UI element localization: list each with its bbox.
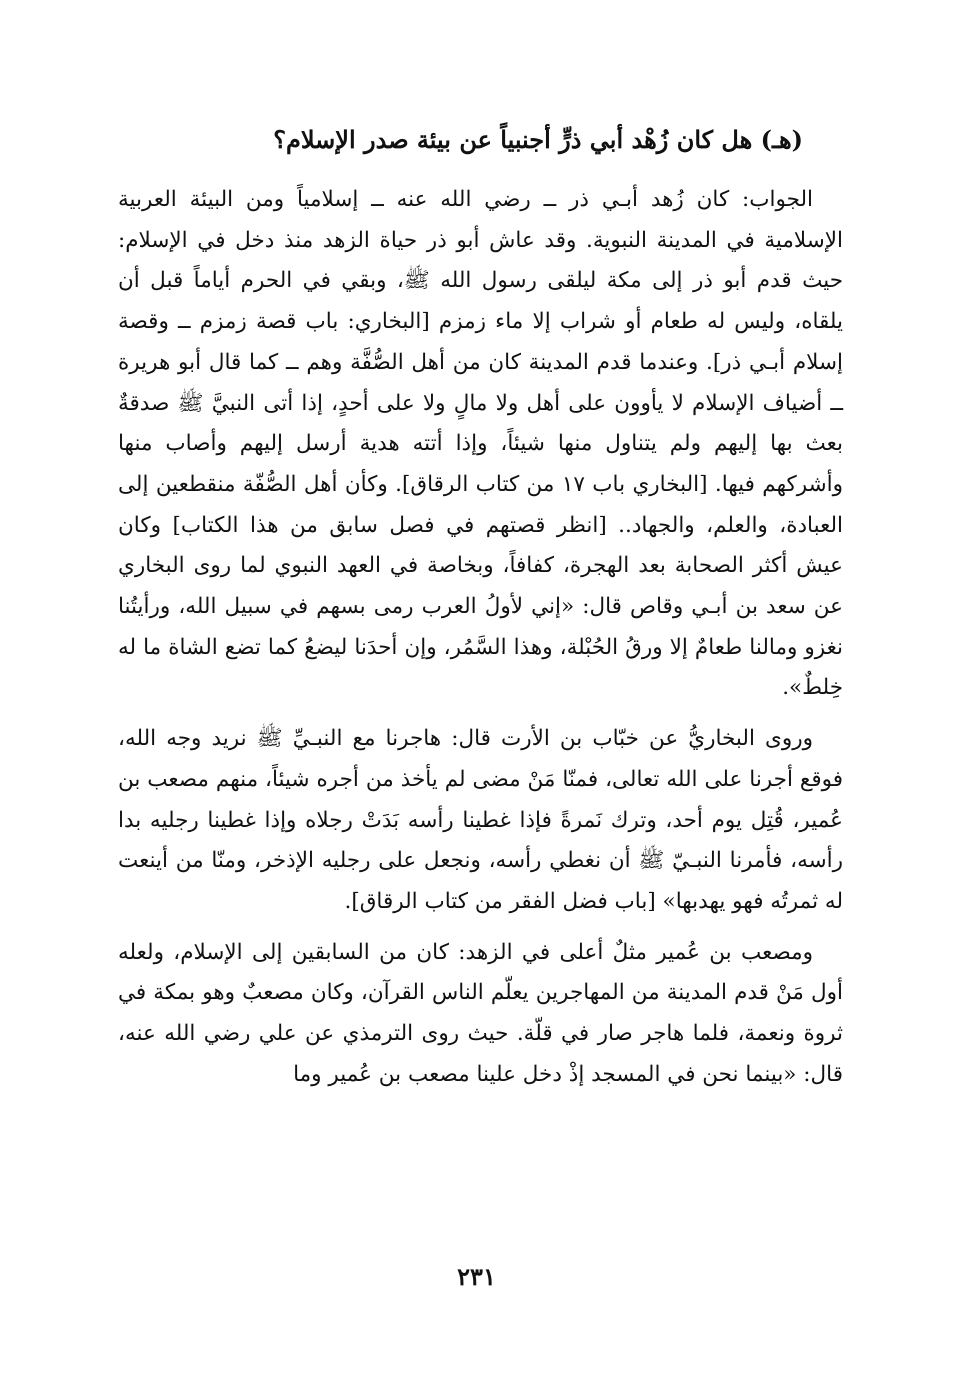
paragraph-musab: ومصعب بن عُمير مثلٌ أعلى في الزهد: كان من السابقين إلى الإسلام، ولعله أول مَنْ قدم المدينة من المهاجرين يعلّم الناس القرآن، وكان مصعبٌ وهو بمكة في ثروة ونعمة، فلما هاجر صار في قلّة. حيث روى الترمذي عن علي رضي الله عنه، قال: «بينما نحن في المسجد إذْ دخل علينا مصعب بن عُمير وما [118, 939, 843, 1087]
section-heading: (هـ) هل كان زُهْد أبي ذرٍّ أجنبياً عن بيئة صدر الإسلام؟ [273, 125, 803, 154]
body-text [118, 180, 843, 1095]
page-number: ٢٣١ [457, 1262, 496, 1291]
paragraph-bukhari-khabbab: وروى البخاريُّ عن خبّاب بن الأرت قال: هاجرنا مع النبـيِّ ﷺ نريد وجه الله، فوقع أجرنا على الله تعالى، فمنّا مَنْ مضى لم يأخذ من أجره شيئاً، منهم مصعب بن عُمير، قُتِل يوم أحد، وترك نَمرةً فإذا غطينا رأسه بَدَتْ رجلاه وإذا غطينا رجليه بدا رأسه، فأمرنا النبـيّ ﷺ أن نغطي رأسه، ونجعل على رجليه الإذخر، ومنّا من أينعت له ثمرتُه فهو يهدبها» [باب فضل الفقر من كتاب الرقاق]. [118, 726, 843, 914]
paragraph-answer: الجواب: كان زُهد أبـي ذر ــ رضي الله عنه ــ إسلامياً ومن البيئة العربية الإسلامية في المدينة النبوية. وقد عاش أبو ذر حياة الزهد منذ دخل في الإسلام: حيث قدم أبو ذر إلى مكة ليلقى رسول الله ﷺ، وبقي في الحرم أياماً قبل أن يلقاه، وليس له طعام أو شراب إلا ماء زمزم [البخاري: باب قصة زمزم ــ وقصة إسلام أبـي ذر]. وعندما قدم المدينة كان من أهل الصُّفَّة وهم ــ كما قال أبو هريرة ــ أضياف الإسلام لا يأوون على أهل ولا مالٍ ولا على أحدٍ، إذا أتى النبيَّ ﷺ صدقةٌ بعث بها إليهم ولم يتناول منها شيئاً، وإذا أتته هدية أرسل إليهم وأصاب منها وأشركهم فيها. [البخاري باب ١٧ من كتاب الرقاق]. وكأن أهل الصُّفّة منقطعين إلى العبادة، والعلم، والجهاد.. [انظر قصتهم في فصل سابق من هذا الكتاب] وكان عيش أكثر الصحابة بعد الهجرة، كفافاً، وبخاصة في العهد النبوي لما روى البخاري عن سعد بن أبـي وقاص قال: «إني لأولُ العرب رمى بسهم في سبيل الله، ورأيتُنا نغزو ومالنا طعامٌ إلا ورقُ الحُبْلة، وهذا السَّمُر، وإن أحدَنا ليضعُ كما تضع الشاة ما له خِلطٌ». [118, 187, 843, 701]
